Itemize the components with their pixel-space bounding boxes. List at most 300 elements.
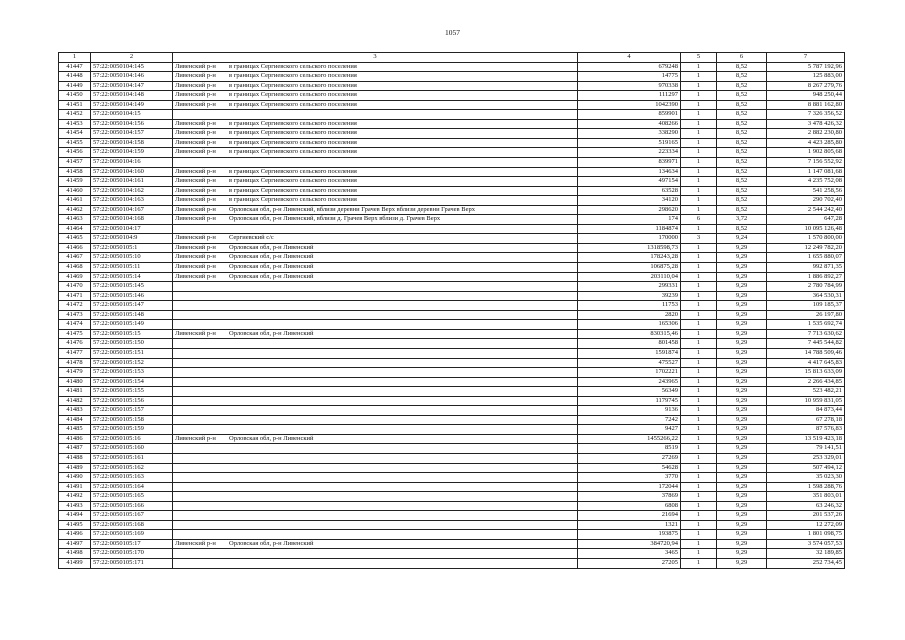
- specific-value-cell: 8,52: [717, 186, 767, 196]
- address-cell: [173, 463, 578, 473]
- cadastral-value-cell: 507 494,12: [767, 463, 845, 473]
- row-number-cell: 41486: [59, 434, 91, 444]
- area-cell: 679248: [578, 62, 681, 72]
- category-cell: 1: [681, 186, 717, 196]
- category-cell: 1: [681, 358, 717, 368]
- category-cell: 1: [681, 415, 717, 425]
- table-row: [59, 272, 845, 282]
- location-text: Орловская обл, р-н Ливенский: [229, 329, 314, 337]
- cadastral-value-cell: 63 246,32: [767, 501, 845, 511]
- cadastral-number-cell: 57:22:0050105:152: [91, 358, 173, 368]
- specific-value-cell: 9,29: [717, 463, 767, 473]
- district-text: Ливенский р-н: [175, 81, 216, 89]
- cadastral-value-cell: 4 423 285,80: [767, 138, 845, 148]
- row-number-cell: 41480: [59, 377, 91, 387]
- specific-value-cell: 9,29: [717, 396, 767, 406]
- cadastral-value-cell: 7 445 544,82: [767, 339, 845, 349]
- area-cell: 172044: [578, 482, 681, 492]
- location-text: в границах Сергиевского сельского поселения: [229, 100, 357, 108]
- cadastral-value-cell: 2 882 230,80: [767, 129, 845, 139]
- cadastral-value-cell: 12 249 782,20: [767, 243, 845, 253]
- cadastral-value-cell: 1 655 880,07: [767, 253, 845, 263]
- table-row: [59, 129, 845, 139]
- district-text: Ливенский р-н: [175, 539, 216, 547]
- cadastral-number-cell: 57:22:0050104:15: [91, 110, 173, 120]
- row-number-cell: 41467: [59, 253, 91, 263]
- address-cell: [173, 158, 578, 168]
- cadastral-value-cell: 7 713 630,62: [767, 329, 845, 339]
- row-number-cell: 41468: [59, 263, 91, 273]
- table-row: [59, 415, 845, 425]
- cadastral-value-cell: 351 803,01: [767, 492, 845, 502]
- location-text: в границах Сергиевского сельского поселения: [229, 177, 357, 185]
- address-cell: [173, 453, 578, 463]
- address-cell: [173, 301, 578, 311]
- category-cell: 1: [681, 482, 717, 492]
- cadastral-value-cell: 253 329,01: [767, 453, 845, 463]
- table-row: [59, 110, 845, 120]
- specific-value-cell: 9,29: [717, 253, 767, 263]
- row-number-cell: 41451: [59, 100, 91, 110]
- category-cell: 1: [681, 205, 717, 215]
- row-number-cell: 41476: [59, 339, 91, 349]
- specific-value-cell: 9,29: [717, 368, 767, 378]
- cadastral-value-cell: 10 959 831,05: [767, 396, 845, 406]
- address-cell: [173, 196, 578, 206]
- address-cell: [173, 310, 578, 320]
- specific-value-cell: 9,29: [717, 358, 767, 368]
- cadastral-number-cell: 57:22:0050105:10: [91, 253, 173, 263]
- cadastral-number-cell: 57:22:0050105:17: [91, 539, 173, 549]
- category-cell: 1: [681, 339, 717, 349]
- location-text: в границах Сергиевского сельского поселения: [229, 167, 357, 175]
- category-cell: 1: [681, 473, 717, 483]
- area-cell: 1591874: [578, 348, 681, 358]
- table-row: [59, 291, 845, 301]
- area-cell: 111297: [578, 91, 681, 101]
- area-cell: 338290: [578, 129, 681, 139]
- column-header: 6: [717, 53, 767, 63]
- row-number-cell: 41483: [59, 406, 91, 416]
- table-row: [59, 205, 845, 215]
- location-text: в границах Сергиевского сельского поселения: [229, 148, 357, 156]
- table-row: [59, 329, 845, 339]
- specific-value-cell: 9,29: [717, 539, 767, 549]
- category-cell: 1: [681, 387, 717, 397]
- address-cell: [173, 348, 578, 358]
- cadastral-value-cell: 79 141,51: [767, 444, 845, 454]
- category-cell: 1: [681, 167, 717, 177]
- cadastral-number-cell: 57:22:0050105:155: [91, 387, 173, 397]
- district-text: Ливенский р-н: [175, 129, 216, 137]
- area-cell: 2820: [578, 310, 681, 320]
- category-cell: 1: [681, 177, 717, 187]
- table-row: [59, 377, 845, 387]
- table-header-row: [59, 53, 845, 63]
- specific-value-cell: 8,52: [717, 196, 767, 206]
- address-cell: [173, 243, 578, 253]
- category-cell: 1: [681, 119, 717, 129]
- row-number-cell: 41464: [59, 224, 91, 234]
- cadastral-value-cell: 7 326 356,52: [767, 110, 845, 120]
- row-number-cell: 41484: [59, 415, 91, 425]
- row-number-cell: 41470: [59, 282, 91, 292]
- category-cell: 1: [681, 377, 717, 387]
- category-cell: 1: [681, 530, 717, 540]
- area-cell: 299331: [578, 282, 681, 292]
- row-number-cell: 41499: [59, 558, 91, 568]
- address-cell: [173, 530, 578, 540]
- specific-value-cell: 9,29: [717, 329, 767, 339]
- address-cell: [173, 549, 578, 559]
- column-header: 4: [578, 53, 681, 63]
- specific-value-cell: 8,52: [717, 91, 767, 101]
- specific-value-cell: 9,29: [717, 415, 767, 425]
- specific-value-cell: 8,52: [717, 158, 767, 168]
- category-cell: 1: [681, 320, 717, 330]
- specific-value-cell: 9,24: [717, 234, 767, 244]
- area-cell: 11753: [578, 301, 681, 311]
- specific-value-cell: 9,29: [717, 549, 767, 559]
- row-number-cell: 41457: [59, 158, 91, 168]
- category-cell: 1: [681, 520, 717, 530]
- cadastral-value-cell: 13 519 423,18: [767, 434, 845, 444]
- district-text: Ливенский р-н: [175, 196, 216, 204]
- category-cell: 1: [681, 81, 717, 91]
- category-cell: 1: [681, 100, 717, 110]
- specific-value-cell: 8,52: [717, 177, 767, 187]
- category-cell: 1: [681, 511, 717, 521]
- category-cell: 1: [681, 301, 717, 311]
- specific-value-cell: 8,52: [717, 100, 767, 110]
- area-cell: 408266: [578, 119, 681, 129]
- table-row: [59, 549, 845, 559]
- specific-value-cell: 8,52: [717, 167, 767, 177]
- area-cell: 6808: [578, 501, 681, 511]
- row-number-cell: 41447: [59, 62, 91, 72]
- area-cell: 1179745: [578, 396, 681, 406]
- category-cell: 1: [681, 129, 717, 139]
- address-cell: [173, 167, 578, 177]
- table-row: [59, 72, 845, 82]
- cadastral-value-cell: 1 801 098,75: [767, 530, 845, 540]
- cadastral-number-cell: 57:22:0050105:11: [91, 263, 173, 273]
- address-cell: [173, 234, 578, 244]
- specific-value-cell: 8,52: [717, 129, 767, 139]
- cadastral-number-cell: 57:22:0050104:161: [91, 177, 173, 187]
- cadastral-value-cell: 15 813 633,09: [767, 368, 845, 378]
- district-text: Ливенский р-н: [175, 91, 216, 99]
- cadastral-value-cell: 14 788 509,46: [767, 348, 845, 358]
- table-row: [59, 234, 845, 244]
- address-cell: [173, 558, 578, 568]
- cadastral-number-cell: 57:22:0050105:169: [91, 530, 173, 540]
- address-cell: [173, 81, 578, 91]
- area-cell: 1702221: [578, 368, 681, 378]
- cadastral-number-cell: 57:22:0050105:170: [91, 549, 173, 559]
- cadastral-number-cell: 57:22:0050104:146: [91, 72, 173, 82]
- cadastral-number-cell: 57:22:0050105:168: [91, 520, 173, 530]
- address-cell: [173, 110, 578, 120]
- cadastral-value-cell: 2 544 242,40: [767, 205, 845, 215]
- address-cell: [173, 177, 578, 187]
- cadastral-number-cell: 57:22:0050105:159: [91, 425, 173, 435]
- address-cell: [173, 539, 578, 549]
- table-row: [59, 253, 845, 263]
- district-text: Ливенский р-н: [175, 253, 216, 261]
- cadastral-value-cell: 84 873,44: [767, 406, 845, 416]
- cadastral-value-cell: 1 535 692,74: [767, 320, 845, 330]
- area-cell: 34120: [578, 196, 681, 206]
- cadastral-number-cell: 57:22:0050105:161: [91, 453, 173, 463]
- address-cell: [173, 263, 578, 273]
- row-number-cell: 41466: [59, 243, 91, 253]
- address-cell: [173, 520, 578, 530]
- cadastral-number-cell: 57:22:0050105:15: [91, 329, 173, 339]
- cadastral-value-cell: 1 147 081,68: [767, 167, 845, 177]
- cadastral-number-cell: 57:22:0050105:165: [91, 492, 173, 502]
- row-number-cell: 41454: [59, 129, 91, 139]
- row-number-cell: 41492: [59, 492, 91, 502]
- column-header: 5: [681, 53, 717, 63]
- cadastral-number-cell: 57:22:0050104:9: [91, 234, 173, 244]
- location-text: Орловская обл, р-н Ливенский, вблизи деревни Грачев Верх вблизи деревни Грачев Верх: [229, 205, 475, 213]
- area-cell: 37869: [578, 492, 681, 502]
- specific-value-cell: 8,52: [717, 62, 767, 72]
- district-text: Ливенский р-н: [175, 100, 216, 108]
- cadastral-value-cell: 541 258,56: [767, 186, 845, 196]
- area-cell: 106875,28: [578, 263, 681, 273]
- category-cell: 1: [681, 463, 717, 473]
- address-cell: [173, 129, 578, 139]
- cadastral-number-cell: 57:22:0050105:14: [91, 272, 173, 282]
- cadastral-number-cell: 57:22:0050104:148: [91, 91, 173, 101]
- address-cell: [173, 138, 578, 148]
- row-number-cell: 41475: [59, 329, 91, 339]
- cadastral-value-cell: 3 574 057,53: [767, 539, 845, 549]
- column-header: 7: [767, 53, 845, 63]
- row-number-cell: 41495: [59, 520, 91, 530]
- specific-value-cell: 9,29: [717, 272, 767, 282]
- category-cell: 1: [681, 310, 717, 320]
- location-text: в границах Сергиевского сельского поселения: [229, 186, 357, 194]
- specific-value-cell: 9,29: [717, 473, 767, 483]
- area-cell: 3465: [578, 549, 681, 559]
- area-cell: 8519: [578, 444, 681, 454]
- row-number-cell: 41459: [59, 177, 91, 187]
- category-cell: 1: [681, 434, 717, 444]
- area-cell: 9136: [578, 406, 681, 416]
- area-cell: 63528: [578, 186, 681, 196]
- location-text: Орловская обл, р-н Ливенский: [229, 434, 314, 442]
- row-number-cell: 41474: [59, 320, 91, 330]
- area-cell: 54628: [578, 463, 681, 473]
- category-cell: 6: [681, 215, 717, 225]
- row-number-cell: 41460: [59, 186, 91, 196]
- address-cell: [173, 291, 578, 301]
- cadastral-value-cell: 948 250,44: [767, 91, 845, 101]
- table-row: [59, 263, 845, 273]
- cadastral-number-cell: 57:22:0050104:17: [91, 224, 173, 234]
- row-number-cell: 41479: [59, 368, 91, 378]
- cadastral-number-cell: 57:22:0050105:164: [91, 482, 173, 492]
- category-cell: 1: [681, 291, 717, 301]
- row-number-cell: 41485: [59, 425, 91, 435]
- table-row: [59, 530, 845, 540]
- table-row: [59, 520, 845, 530]
- cadastral-number-cell: 57:22:0050104:160: [91, 167, 173, 177]
- cadastral-number-cell: 57:22:0050104:16: [91, 158, 173, 168]
- table-row: [59, 501, 845, 511]
- district-text: Ливенский р-н: [175, 215, 216, 223]
- specific-value-cell: 8,52: [717, 138, 767, 148]
- row-number-cell: 41477: [59, 348, 91, 358]
- address-cell: [173, 329, 578, 339]
- table-row: [59, 177, 845, 187]
- cadastral-number-cell: 57:22:0050105:167: [91, 511, 173, 521]
- row-number-cell: 41478: [59, 358, 91, 368]
- area-cell: 1321: [578, 520, 681, 530]
- area-cell: 3770: [578, 473, 681, 483]
- row-number-cell: 41481: [59, 387, 91, 397]
- cadastral-value-cell: 4 235 752,08: [767, 177, 845, 187]
- table-row: [59, 425, 845, 435]
- row-number-cell: 41458: [59, 167, 91, 177]
- cadastral-number-cell: 57:22:0050105:166: [91, 501, 173, 511]
- specific-value-cell: 9,29: [717, 520, 767, 530]
- specific-value-cell: 8,52: [717, 81, 767, 91]
- area-cell: 970338: [578, 81, 681, 91]
- district-text: Ливенский р-н: [175, 148, 216, 156]
- address-cell: [173, 186, 578, 196]
- table-row: [59, 138, 845, 148]
- cadastral-value-cell: 8 267 279,76: [767, 81, 845, 91]
- row-number-cell: 41455: [59, 138, 91, 148]
- location-text: в границах Сергиевского сельского поселения: [229, 119, 357, 127]
- address-cell: [173, 148, 578, 158]
- specific-value-cell: 9,29: [717, 501, 767, 511]
- category-cell: 1: [681, 272, 717, 282]
- specific-value-cell: 9,29: [717, 377, 767, 387]
- area-cell: 134634: [578, 167, 681, 177]
- address-cell: [173, 444, 578, 454]
- row-number-cell: 41472: [59, 301, 91, 311]
- district-text: Ливенский р-н: [175, 138, 216, 146]
- specific-value-cell: 8,52: [717, 72, 767, 82]
- category-cell: 1: [681, 501, 717, 511]
- category-cell: 1: [681, 425, 717, 435]
- table-row: [59, 339, 845, 349]
- table-row: [59, 511, 845, 521]
- address-cell: [173, 72, 578, 82]
- address-cell: [173, 406, 578, 416]
- category-cell: 1: [681, 158, 717, 168]
- table-row: [59, 148, 845, 158]
- specific-value-cell: 9,29: [717, 291, 767, 301]
- table-row: [59, 158, 845, 168]
- row-number-cell: 41496: [59, 530, 91, 540]
- address-cell: [173, 320, 578, 330]
- cadastral-number-cell: 57:22:0050105:158: [91, 415, 173, 425]
- location-text: Орловская обл, р-н Ливенский: [229, 272, 314, 280]
- address-cell: [173, 224, 578, 234]
- table-row: [59, 492, 845, 502]
- table-row: [59, 167, 845, 177]
- area-cell: 519165: [578, 138, 681, 148]
- specific-value-cell: 9,29: [717, 482, 767, 492]
- specific-value-cell: 8,52: [717, 110, 767, 120]
- location-text: Орловская обл, р-н Ливенский: [229, 243, 314, 251]
- cadastral-value-table: [58, 52, 845, 569]
- category-cell: 1: [681, 72, 717, 82]
- cadastral-number-cell: 57:22:0050104:163: [91, 196, 173, 206]
- table-row: [59, 444, 845, 454]
- area-cell: 9427: [578, 425, 681, 435]
- cadastral-value-cell: 26 197,80: [767, 310, 845, 320]
- table-row: [59, 81, 845, 91]
- row-number-cell: 41465: [59, 234, 91, 244]
- address-cell: [173, 215, 578, 225]
- area-cell: 178243,28: [578, 253, 681, 263]
- area-cell: 497154: [578, 177, 681, 187]
- address-cell: [173, 205, 578, 215]
- area-cell: 193875: [578, 530, 681, 540]
- specific-value-cell: 9,29: [717, 282, 767, 292]
- table-row: [59, 358, 845, 368]
- address-cell: [173, 501, 578, 511]
- address-cell: [173, 282, 578, 292]
- category-cell: 1: [681, 453, 717, 463]
- specific-value-cell: 8,52: [717, 119, 767, 129]
- cadastral-number-cell: 57:22:0050105:16: [91, 434, 173, 444]
- category-cell: 1: [681, 196, 717, 206]
- specific-value-cell: 8,52: [717, 205, 767, 215]
- cadastral-value-cell: 5 787 192,96: [767, 62, 845, 72]
- table-row: [59, 387, 845, 397]
- district-text: Ливенский р-н: [175, 177, 216, 185]
- specific-value-cell: 9,29: [717, 530, 767, 540]
- cadastral-value-cell: 125 883,00: [767, 72, 845, 82]
- category-cell: 1: [681, 539, 717, 549]
- table-row: [59, 348, 845, 358]
- district-text: Ливенский р-н: [175, 263, 216, 271]
- specific-value-cell: 9,29: [717, 348, 767, 358]
- table-row: [59, 406, 845, 416]
- row-number-cell: 41487: [59, 444, 91, 454]
- area-cell: 174: [578, 215, 681, 225]
- location-text: в границах Сергиевского сельского поселения: [229, 62, 357, 70]
- specific-value-cell: 9,29: [717, 320, 767, 330]
- address-cell: [173, 62, 578, 72]
- cadastral-value-cell: 647,28: [767, 215, 845, 225]
- row-number-cell: 41471: [59, 291, 91, 301]
- column-header: 2: [91, 53, 173, 63]
- cadastral-number-cell: 57:22:0050105:147: [91, 301, 173, 311]
- row-number-cell: 41493: [59, 501, 91, 511]
- address-cell: [173, 511, 578, 521]
- cadastral-value-cell: 201 537,26: [767, 511, 845, 521]
- cadastral-value-cell: 2 266 434,85: [767, 377, 845, 387]
- cadastral-value-cell: 1 570 800,00: [767, 234, 845, 244]
- category-cell: 1: [681, 138, 717, 148]
- table-row: [59, 243, 845, 253]
- cadastral-number-cell: 57:22:0050105:151: [91, 348, 173, 358]
- table-row: [59, 196, 845, 206]
- row-number-cell: 41489: [59, 463, 91, 473]
- cadastral-number-cell: 57:22:0050105:156: [91, 396, 173, 406]
- row-number-cell: 41463: [59, 215, 91, 225]
- row-number-cell: 41461: [59, 196, 91, 206]
